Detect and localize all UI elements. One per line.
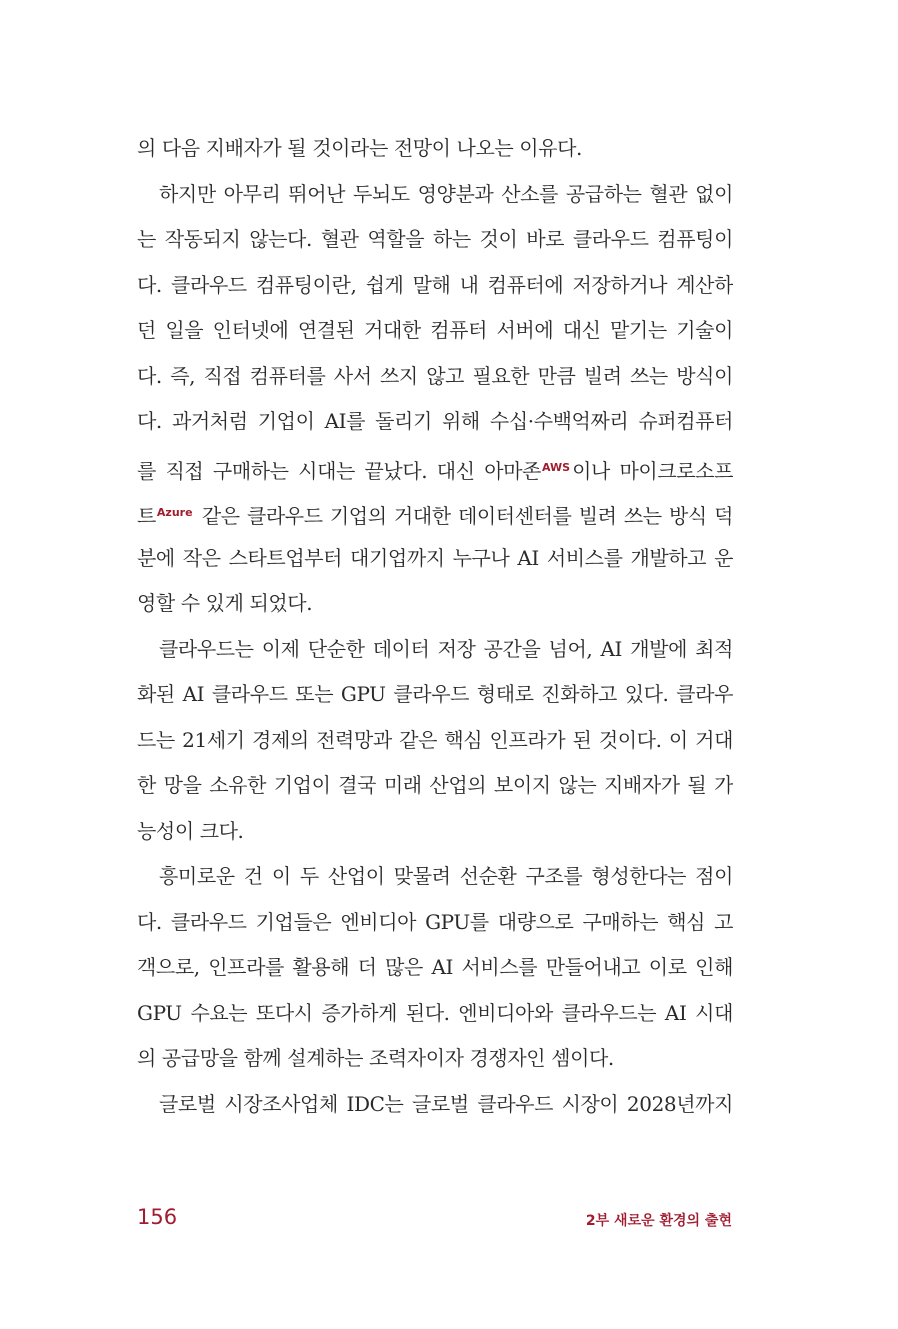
text-segment: 트 [137, 504, 156, 528]
text-line: 다. 즉, 직접 컴퓨터를 사서 쓰지 않고 필요한 만큼 빌려 쓰는 방식이 [137, 363, 733, 388]
text-line: 글로벌 시장조사업체 IDC는 글로벌 클라우드 시장이 2028년까지 [159, 1091, 733, 1116]
text-line: 객으로, 인프라를 활용해 더 많은 AI 서비스를 만들어내고 이로 인해 [137, 955, 733, 979]
text-line: 다. 클라우드 컴퓨팅이란, 쉽게 말해 내 컴퓨터에 저장하거나 계산하 [137, 272, 733, 297]
superscript-azure: Azure [156, 506, 193, 519]
running-header: 2부 새로운 환경의 출현 [585, 1213, 732, 1229]
text-line: 능성이 크다. [137, 818, 244, 843]
text-line: 의 다음 지배자가 될 것이라는 전망이 나오는 이유다. [137, 136, 582, 160]
text-line: 한 망을 소유한 기업이 결국 미래 산업의 보이지 않는 지배자가 될 가 [137, 773, 733, 797]
text-segment: 같은 클라우드 기업의 거대한 데이터센터를 빌려 쓰는 방식 덕 [194, 504, 733, 528]
text-segment: 이나 마이크로소프 [572, 458, 733, 483]
body-text [137, 126, 733, 1127]
text-line: 다. 클라우드 기업들은 엔비디아 GPU를 대량으로 구매하는 핵심 고 [137, 909, 733, 934]
text-line: 다. 과거처럼 기업이 AI를 돌리기 위해 수십·수백억짜리 슈퍼컴퓨터 [137, 409, 733, 433]
text-line: 영할 수 있게 되었다. [137, 591, 313, 615]
text-line: 화된 AI 클라우드 또는 GPU 클라우드 형태로 진화하고 있다. 클라우 [137, 682, 733, 706]
text-line: 던 일을 인터넷에 연결된 거대한 컴퓨터 서버에 대신 맡기는 기술이 [137, 318, 733, 342]
text-line: 드는 21세기 경제의 전력망과 같은 핵심 인프라가 된 것이다. 이 거대 [137, 727, 733, 752]
text-line: 하지만 아무리 뛰어난 두뇌도 영양분과 산소를 공급하는 혈관 없이 [159, 181, 733, 206]
text-line: 의 공급망을 함께 설계하는 조력자이자 경쟁자인 셈이다. [137, 1046, 614, 1070]
superscript-aws: AWS [541, 460, 571, 474]
text-line: 흥미로운 건 이 두 산업이 맞물려 선순환 구조를 형성한다는 점이 [159, 864, 733, 888]
text-line [137, 445, 733, 491]
text-line: 분에 작은 스타트업부터 대기업까지 누구나 AI 서비스를 개발하고 운 [137, 545, 733, 570]
text-line: GPU 수요는 또다시 증가하게 된다. 엔비디아와 클라우드는 AI 시대 [137, 1000, 733, 1025]
page-number: 156 [137, 1205, 178, 1229]
text-line: 는 작동되지 않는다. 혈관 역할을 하는 것이 바로 클라우드 컴퓨팅이 [137, 227, 733, 251]
text-line [137, 490, 733, 536]
text-line: 클라우드는 이제 단순한 데이터 저장 공간을 넘어, AI 개발에 최적 [159, 636, 733, 661]
text-segment: 를 직접 구매하는 시대는 끝났다. 대신 아마존 [137, 458, 541, 483]
